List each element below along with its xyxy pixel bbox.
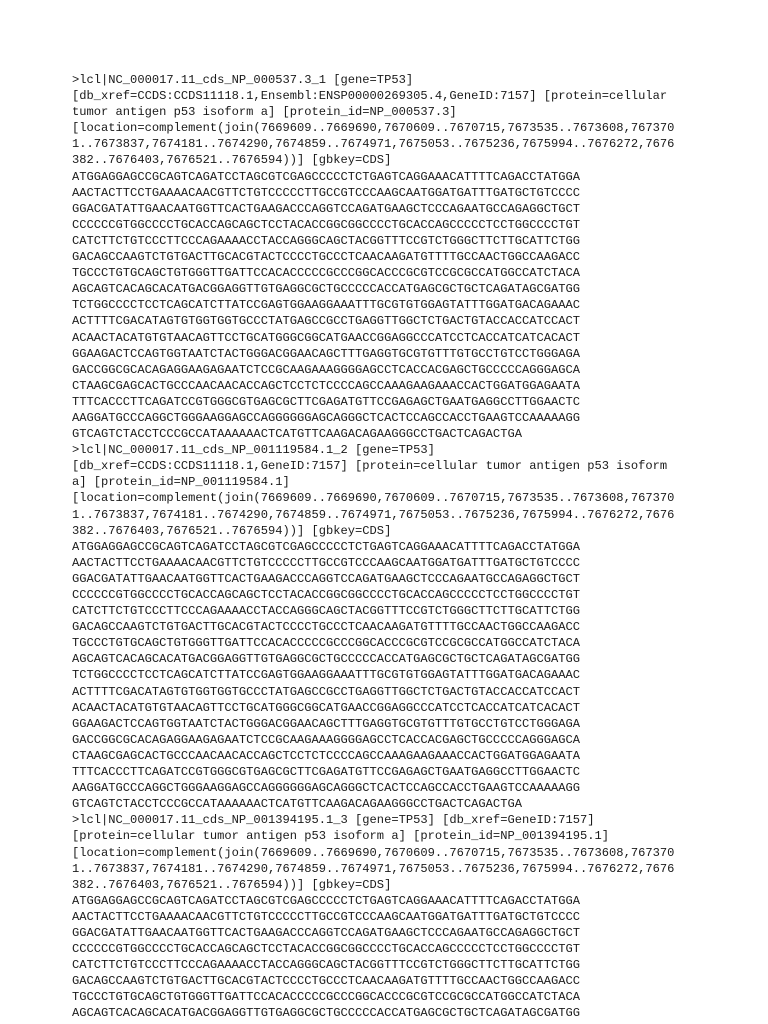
sequence-line: AACTACTTCCTGAAAACAACGTTCTGTCCCCCTTGCCGTCCCAAGCAATGGATGATTTGATGCTGTCCCC [72,555,581,570]
sequence-line: GGACGATATTGAACAATGGTTCACTGAAGACCCAGGTCCAGATGAAGCTCCCAGAATGCCAGAGGCTGCT [72,925,581,940]
sequence-line: CTAAGCGAGCACTGCCCAACAACACCAGCTCCTCTCCCCAGCCAAAGAAGAAACCACTGGATGGAGAATA [72,748,581,763]
sequence-line: AACTACTTCCTGAAAACAACGTTCTGTCCCCCTTGCCGTCCCAAGCAATGGATGATTTGATGCTGTCCCC [72,909,581,924]
sequence-line: GGACGATATTGAACAATGGTTCACTGAAGACCCAGGTCCAGATGAAGCTCCCAGAATGCCAGAGGCTGCT [72,201,581,216]
sequence-line: GACAGCCAAGTCTGTGACTTGCACGTACTCCCCTGCCCTCAACAAGATGTTTTGCCAACTGGCCAAGACC [72,250,581,265]
header-detail-line: [location=complement(join(7669609..7669690,7670609..7670715,7673535..7673608,767370 [72,845,675,860]
header-detail-line: [protein=cellular tumor antigen p53 isoform a] [protein_id=NP_001394195.1] [72,829,610,844]
sequence-line: CCCCCCGTGGCCCCTGCACCAGCAGCTCCTACACCGGCGGCCCCTGCACCAGCCCCCTCCTGGCCCCTGT [72,217,581,232]
sequence-line: CATCTTCTGTCCCTTCCCAGAAAACCTACCAGGGCAGCTACGGTTTCCGTCTGGGCTTCTTGCATTCTGG [72,958,581,973]
header-detail-line: [location=complement(join(7669609..7669690,7670609..7670715,7673535..7673608,767370 [72,491,675,506]
sequence-line: GACAGCCAAGTCTGTGACTTGCACGTACTCCCCTGCCCTCAACAAGATGTTTTGCCAACTGGCCAAGACC [72,974,581,989]
sequence-line: ACAACTACATGTGTAACAGTTCCTGCATGGGCGGCATGAACCGGAGGCCCATCCTCACCATCATCACACT [72,330,581,345]
sequence-line: TTTCACCCTTCAGATCCGTGGGCGTGAGCGCTTCGAGATGTTCCGAGAGCTGAATGAGGCCTTGGAACTC [72,765,581,780]
header-detail-line: [db_xref=CCDS:CCDS11118.1,GeneID:7157] [protein=cellular tumor antigen p53 isoform [72,459,668,474]
sequence-line: CTAAGCGAGCACTGCCCAACAACACCAGCTCCTCTCCCCAGCCAAAGAAGAAACCACTGGATGGAGAATA [72,378,581,393]
fasta-header-line: >lcl|NC_000017.11_cds_NP_001119584.1_2 [gene=TP53] [72,443,435,458]
sequence-line: ATGGAGGAGCCGCAGTCAGATCCTAGCGTCGAGCCCCCTCTGAGTCAGGAAACATTTTCAGACCTATGGA [72,169,581,184]
sequence-line: TTTCACCCTTCAGATCCGTGGGCGTGAGCGCTTCGAGATGTTCCGAGAGCTGAATGAGGCCTTGGAACTC [72,394,581,409]
header-detail-line: 382..7676403,7676521..7676594))] [gbkey=CDS] [72,877,392,892]
sequence-line: GACCGGCGCACAGAGGAAGAGAATCTCCGCAAGAAAGGGGAGCCTCACCACGAGCTGCCCCCAGGGAGCA [72,732,581,747]
sequence-line: CATCTTCTGTCCCTTCCCAGAAAACCTACCAGGGCAGCTACGGTTTCCGTCTGGGCTTCTTGCATTCTGG [72,233,581,248]
sequence-line: ACTTTTCGACATAGTGTGGTGGTGCCCTATGAGCCGCCTGAGGTTGGCTCTGACTGTACCACCATCCACT [72,684,581,699]
header-detail-line: [db_xref=CCDS:CCDS11118.1,Ensembl:ENSP00000269305.4,GeneID:7157] [protein=cellular [72,89,668,104]
sequence-line: TGCCCTGTGCAGCTGTGGGTTGATTCCACACCCCCGCCCGGCACCCGCGTCCGCGCCATGGCCATCTACA [72,266,581,281]
sequence-line: AAGGATGCCCAGGCTGGGAAGGAGCCAGGGGGGAGCAGGGCTCACTCCAGCCACCTGAAGTCCAAAAAGG [72,410,581,425]
header-detail-line: [location=complement(join(7669609..7669690,7670609..7670715,7673535..7673608,767370 [72,121,675,136]
sequence-line: GACCGGCGCACAGAGGAAGAGAATCTCCGCAAGAAAGGGGAGCCTCACCACGAGCTGCCCCCAGGGAGCA [72,362,581,377]
sequence-line: CCCCCCGTGGCCCCTGCACCAGCAGCTCCTACACCGGCGGCCCCTGCACCAGCCCCCTCCTGGCCCCTGT [72,942,581,957]
sequence-line: GACAGCCAAGTCTGTGACTTGCACGTACTCCCCTGCCCTCAACAAGATGTTTTGCCAACTGGCCAAGACC [72,620,581,635]
sequence-line: GGAAGACTCCAGTGGTAATCTACTGGGACGGAACAGCTTTGAGGTGCGTGTTTGTGCCTGTCCTGGGAGA [72,346,581,361]
sequence-line: GGAAGACTCCAGTGGTAATCTACTGGGACGGAACAGCTTTGAGGTGCGTGTTTGTGCCTGTCCTGGGAGA [72,716,581,731]
header-detail-line: 382..7676403,7676521..7676594))] [gbkey=CDS] [72,153,392,168]
sequence-line: TGCCCTGTGCAGCTGTGGGTTGATTCCACACCCCCGCCCGGCACCCGCGTCCGCGCCATGGCCATCTACA [72,636,581,651]
fasta-header-line: >lcl|NC_000017.11_cds_NP_001394195.1_3 [gene=TP53] [db_xref=GeneID:7157] [72,813,595,828]
header-detail-line: a] [protein_id=NP_001119584.1] [72,475,290,490]
header-detail-line: 382..7676403,7676521..7676594))] [gbkey=CDS] [72,523,392,538]
header-detail-line: 1..7673837,7674181..7674290,7674859..7674971,7675053..7675236,7675994..7676272,7676 [72,137,675,152]
sequence-line: GTCAGTCTACCTCCCGCCATAAAAAACTCATGTTCAAGACAGAAGGGCCTGACTCAGACTGA [72,427,522,442]
header-detail-line: 1..7673837,7674181..7674290,7674859..7674971,7675053..7675236,7675994..7676272,7676 [72,861,675,876]
sequence-line: ATGGAGGAGCCGCAGTCAGATCCTAGCGTCGAGCCCCCTCTGAGTCAGGAAACATTTTCAGACCTATGGA [72,539,581,554]
sequence-line: GGACGATATTGAACAATGGTTCACTGAAGACCCAGGTCCAGATGAAGCTCCCAGAATGCCAGAGGCTGCT [72,571,581,586]
header-detail-line: 1..7673837,7674181..7674290,7674859..7674971,7675053..7675236,7675994..7676272,7676 [72,507,675,522]
sequence-line: GTCAGTCTACCTCCCGCCATAAAAAACTCATGTTCAAGACAGAAGGGCCTGACTCAGACTGA [72,797,522,812]
sequence-line: AAGGATGCCCAGGCTGGGAAGGAGCCAGGGGGGAGCAGGGCTCACTCCAGCCACCTGAAGTCCAAAAAGG [72,781,581,796]
fasta-header-line: >lcl|NC_000017.11_cds_NP_000537.3_1 [gene=TP53] [72,73,414,87]
sequence-line: AGCAGTCACAGCACATGACGGAGGTTGTGAGGCGCTGCCCCCACCATGAGCGCTGCTCAGATAGCGATGG [72,652,581,667]
sequence-line: AGCAGTCACAGCACATGACGGAGGTTGTGAGGCGCTGCCCCCACCATGAGCGCTGCTCAGATAGCGATGG [72,1006,581,1021]
sequence-line: AACTACTTCCTGAAAACAACGTTCTGTCCCCCTTGCCGTCCCAAGCAATGGATGATTTGATGCTGTCCCC [72,185,581,200]
header-detail-line: tumor antigen p53 isoform a] [protein_id=NP_000537.3] [72,105,457,120]
sequence-line: CATCTTCTGTCCCTTCCCAGAAAACCTACCAGGGCAGCTACGGTTTCCGTCTGGGCTTCTTGCATTCTGG [72,604,581,619]
sequence-line: TCTGGCCCCTCCTCAGCATCTTATCCGAGTGGAAGGAAATTTGCGTGTGGAGTATTTGGATGACAGAAAC [72,298,581,313]
sequence-line: CCCCCCGTGGCCCCTGCACCAGCAGCTCCTACACCGGCGGCCCCTGCACCAGCCCCCTCCTGGCCCCTGT [72,588,581,602]
sequence-line: ACTTTTCGACATAGTGTGGTGGTGCCCTATGAGCCGCCTGAGGTTGGCTCTGACTGTACCACCATCCACT [72,314,581,329]
fasta-document [72,72,712,1022]
sequence-line: TCTGGCCCCTCCTCAGCATCTTATCCGAGTGGAAGGAAATTTGCGTGTGGAGTATTTGGATGACAGAAAC [72,668,581,683]
sequence-line: AGCAGTCACAGCACATGACGGAGGTTGTGAGGCGCTGCCCCCACCATGAGCGCTGCTCAGATAGCGATGG [72,282,581,297]
sequence-line: ACAACTACATGTGTAACAGTTCCTGCATGGGCGGCATGAACCGGAGGCCCATCCTCACCATCATCACACT [72,700,581,715]
sequence-line: TGCCCTGTGCAGCTGTGGGTTGATTCCACACCCCCGCCCGGCACCCGCGTCCGCGCCATGGCCATCTACA [72,990,581,1005]
sequence-line: ATGGAGGAGCCGCAGTCAGATCCTAGCGTCGAGCCCCCTCTGAGTCAGGAAACATTTTCAGACCTATGGA [72,893,581,908]
